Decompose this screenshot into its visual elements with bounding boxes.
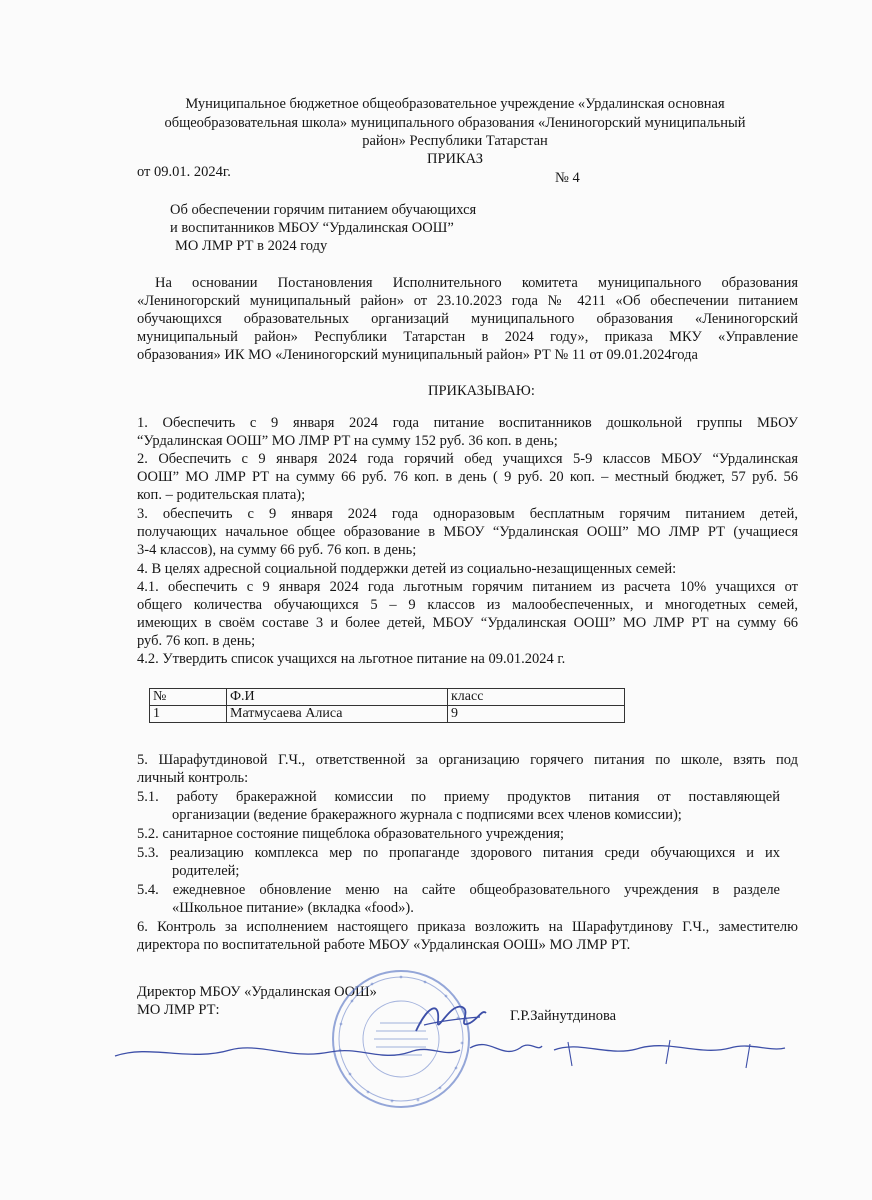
item2-line-6: 5.3. реализацию комплекса мер по пропаганде здорового питания среди обучающихся и их	[137, 845, 780, 861]
table-header-cell: Ф.И	[227, 689, 448, 706]
item-line-14: 4.2. Утвердить список учащихся на льготное питание на 09.01.2024 г.	[137, 651, 566, 667]
table-cell: 9	[448, 706, 625, 723]
table-cell: Матмусаева Алиса	[227, 706, 448, 723]
item-line-5: коп. – родительская плата);	[137, 487, 306, 503]
order-number: № 4	[555, 170, 580, 186]
item-line-4: ООШ” МО ЛМР РТ на сумму 66 руб. 76 коп. в день ( 9 руб. 20 коп. – местный бюджет, 57 руб. 56	[137, 469, 798, 485]
item-line-9: 4. В целях адресной социальной поддержки детей из социально-незащищенных семей:	[137, 561, 677, 577]
item-line-11: общего количества обучающихся 5 – 9 классов из малообеспеченных, и многодетных семей,	[137, 597, 798, 613]
preamble-line-5: образования» ИК МО «Лениногорский муниципальный район» РТ № 11 от 09.01.2024года	[137, 347, 698, 363]
director-name: Г.Р.Зайнутдинова	[510, 1008, 617, 1024]
item2-line-3: 5.1. работу бракеражной комиссии по приему продуктов питания от поставляющей	[137, 789, 780, 805]
item2-line-10: 6. Контроль за исполнением настоящего приказа возложить на Шарафутдинову Г.Ч., заместителю	[137, 919, 798, 935]
item-line-3: 2. Обеспечить с 9 января 2024 года горячий обед учащихся 5-9 классов МБОУ “Урдалинская	[137, 451, 798, 467]
students-table	[149, 688, 625, 723]
item-line-6: 3. обеспечить с 9 января 2024 года одноразовым бесплатным горячим питанием детей,	[137, 506, 798, 522]
item-line-13: руб. 76 коп. в день;	[137, 633, 256, 649]
item-line-10: 4.1. обеспечить с 9 января 2024 года льготным горячим питанием из расчета 10% учащихся от	[137, 579, 798, 595]
order-date: от 09.01. 2024г.	[137, 164, 231, 180]
item2-line-2: личный контроль:	[137, 770, 249, 786]
signature-title-line-1: Директор МБОУ «Урдалинская ООШ»	[137, 984, 377, 1000]
signature-title-line-2: МО ЛМР РТ:	[137, 1002, 220, 1018]
preamble-line-1: На основании Постановления Исполнительного комитета муниципального образования	[155, 275, 798, 291]
item2-line-9: «Школьное питание» (вкладка «food»).	[172, 900, 414, 916]
item-line-12: имеющих в своём составе 3 и более детей, МБОУ “Урдалинская ООШ” МО ЛМР РТ на сумму 66	[137, 615, 798, 631]
preamble-line-2: «Лениногорский муниципальный район» от 23.10.2023 года № 4211 «Об обеспечении питанием	[137, 293, 798, 309]
order-word: ПРИКАЗЫВАЮ:	[428, 383, 535, 399]
item2-line-1: 5. Шарафутдиновой Г.Ч., ответственной за организацию горячего питания по школе, взять под	[137, 752, 798, 768]
subject-line-1: Об обеспечении горячим питанием обучающихся	[170, 202, 477, 218]
item-line-8: 3-4 классов), на сумму 66 руб. 76 коп. в день;	[137, 542, 417, 558]
document-type: ПРИКАЗ	[426, 151, 484, 167]
item2-line-11: директора по воспитательной работе МБОУ «Урдалинская ООШ» МО ЛМР РТ.	[137, 937, 631, 953]
table-cell: 1	[150, 706, 227, 723]
org-header-line-2: общеобразовательная школа» муниципального образования «Лениногорский муниципальный	[164, 115, 746, 131]
item-line-2: “Урдалинская ООШ” МО ЛМР РТ на сумму 152 руб. 36 коп. в день;	[137, 433, 558, 449]
subject-line-2: и воспитанников МБОУ “Урдалинская ООШ”	[170, 220, 454, 236]
table-header-row	[150, 689, 625, 706]
preamble-line-4: муниципальный район» Республики Татарстан в 2024 году», приказа МКУ «Управление	[137, 329, 798, 345]
preamble-line-3: обучающихся образовательных организаций муниципального образования «Лениногорский	[137, 311, 798, 327]
item2-line-4: организации (ведение бракеражного журнала с подписями всех членов комиссии);	[172, 807, 682, 823]
org-header-line-1: Муниципальное бюджетное общеобразовательное учреждение «Урдалинская основная	[185, 96, 725, 112]
item-line-1: 1. Обеспечить с 9 января 2024 года питание воспитанников дошкольной группы МБОУ	[137, 415, 798, 431]
item2-line-7: родителей;	[172, 863, 240, 879]
table-row	[150, 706, 625, 723]
subject-line-3: МО ЛМР РТ в 2024 году	[175, 238, 328, 254]
item2-line-5: 5.2. санитарное состояние пищеблока образовательного учреждения;	[137, 826, 565, 842]
org-header-line-3: район» Республики Татарстан	[362, 133, 548, 149]
table-header-cell: класс	[448, 689, 625, 706]
table-header-cell: №	[150, 689, 227, 706]
item2-line-8: 5.4. ежедневное обновление меню на сайте общеобразовательного учреждения в разделе	[137, 882, 780, 898]
handwritten-acknowledgment	[110, 1022, 790, 1082]
item-line-7: получающих начальное общее образование в МБОУ “Урдалинская ООШ” МО ЛМР РТ (учащиеся	[137, 524, 798, 540]
